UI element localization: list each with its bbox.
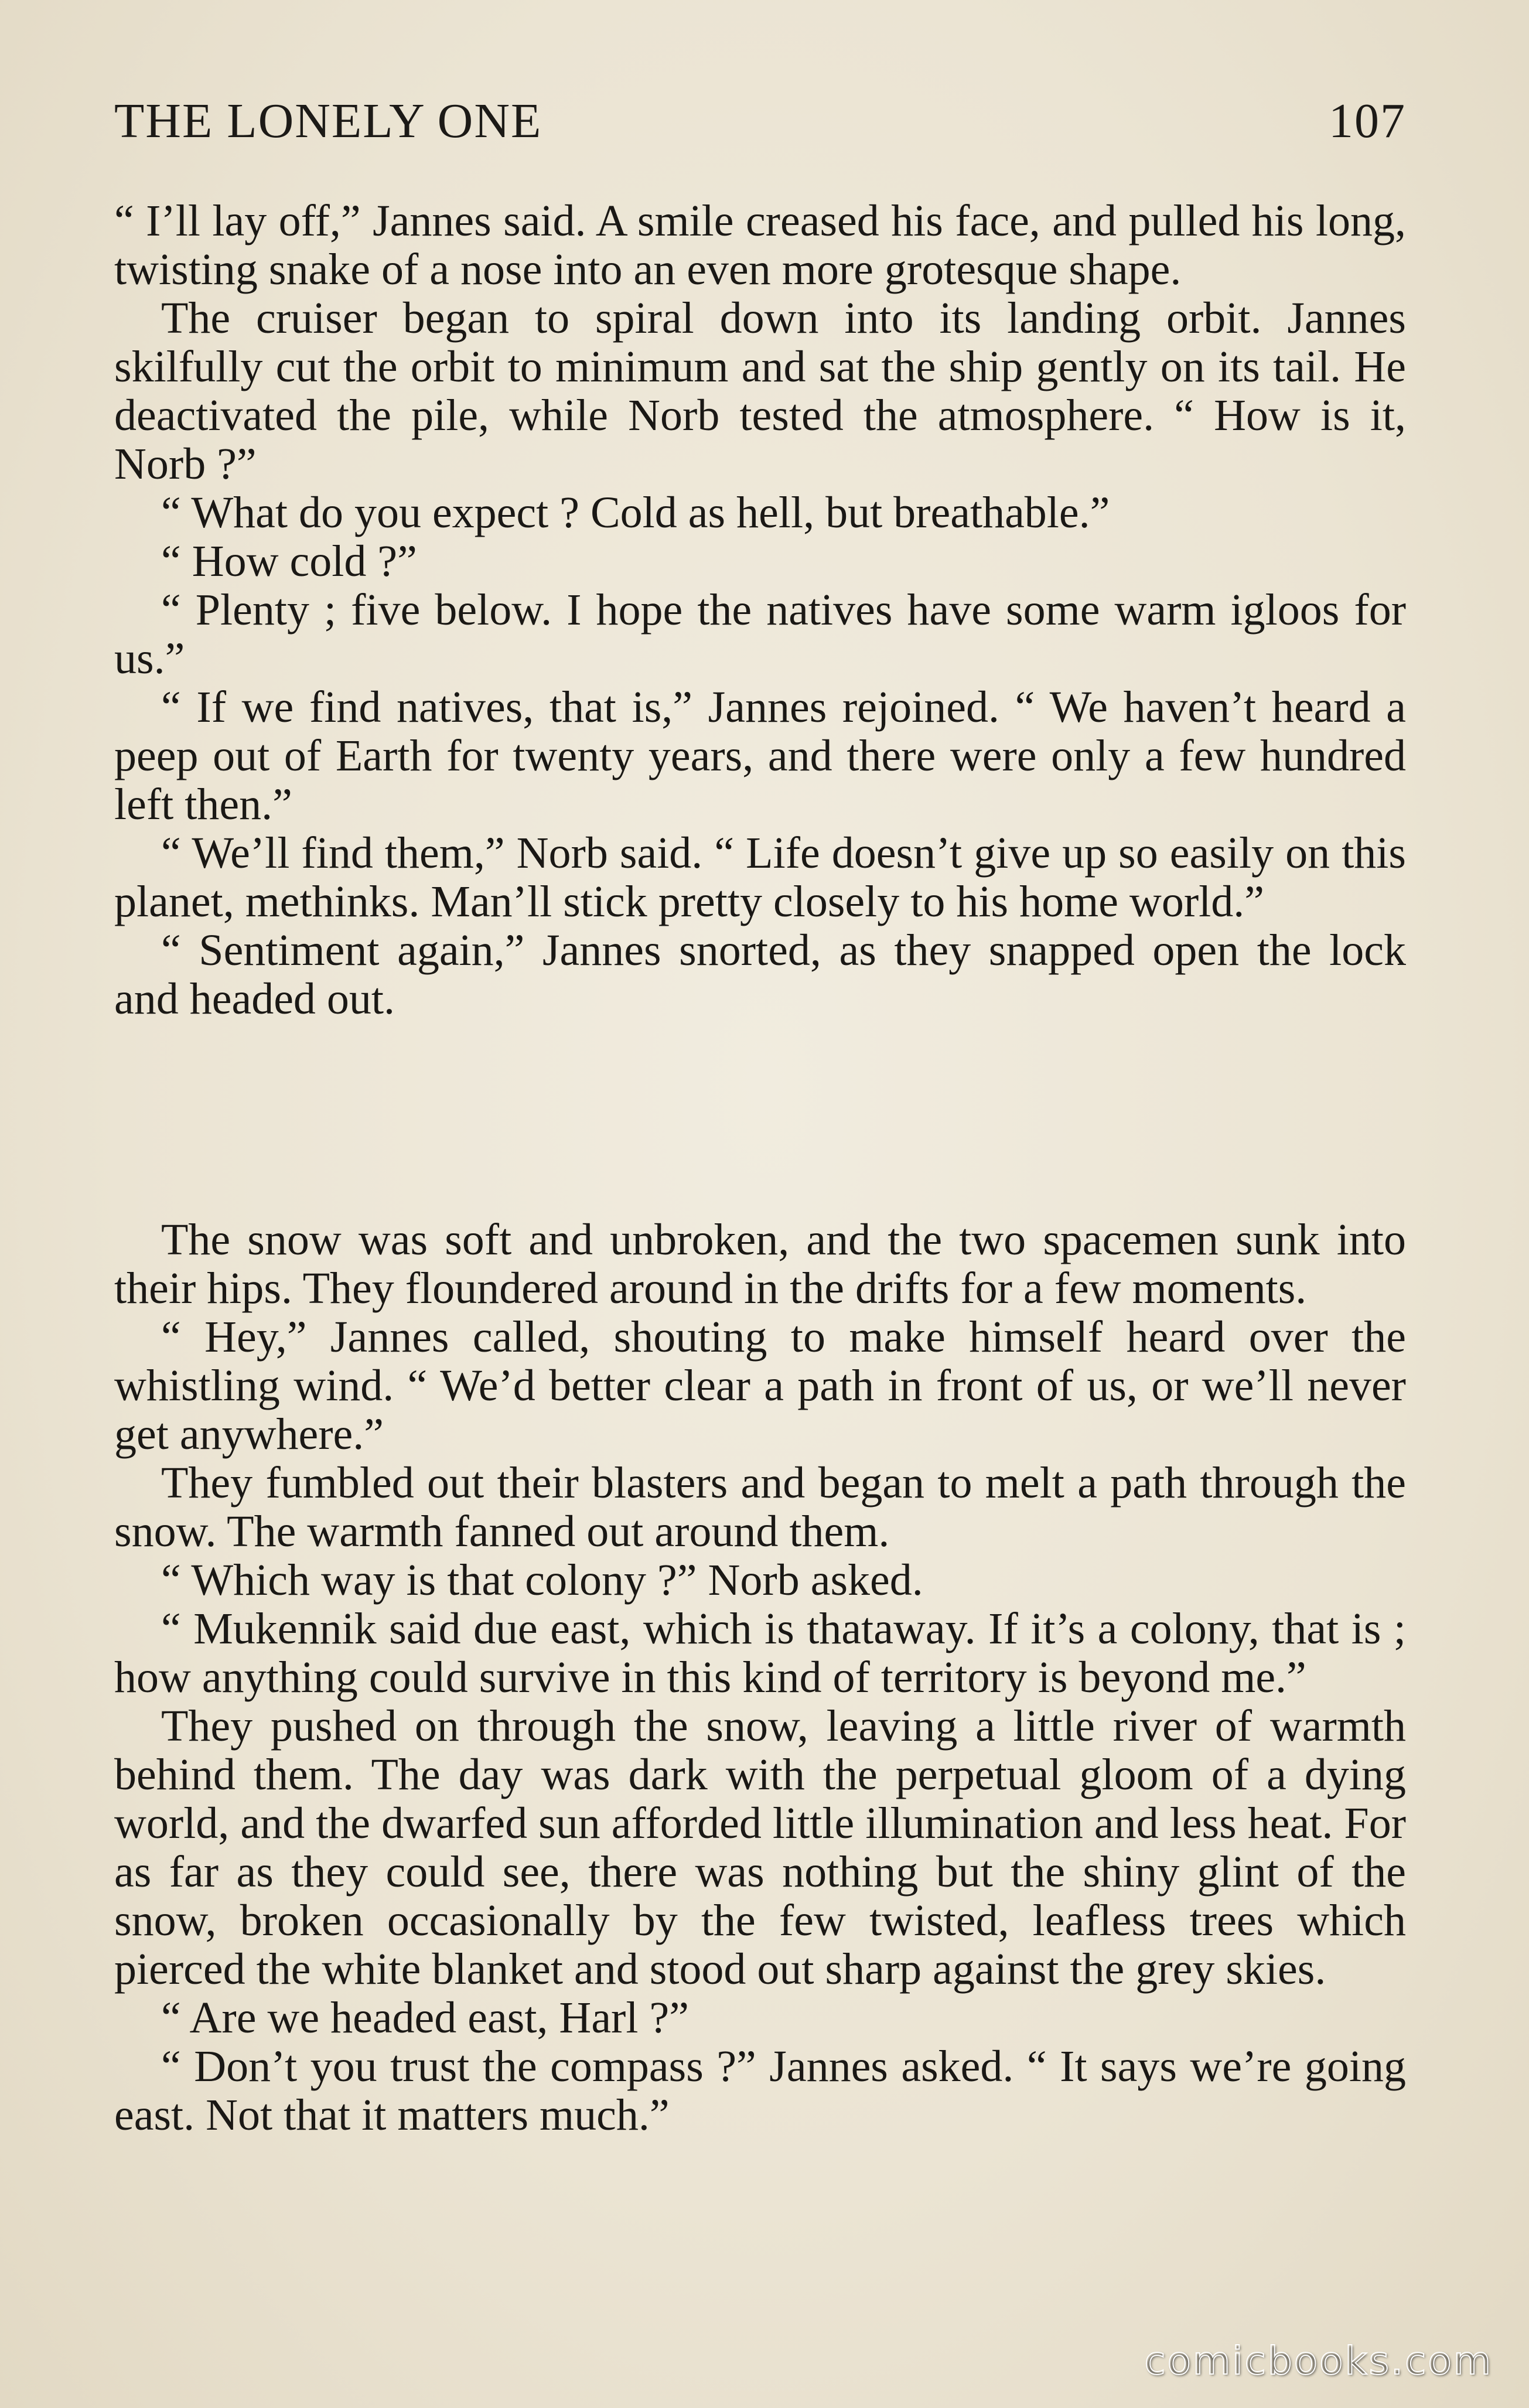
paragraph: “ Mukennik said due east, which is thataway. If it’s a colony, that is ; how anything could survive in this kind of territory is beyond me.” (114, 1604, 1406, 1702)
running-title: THE LONELY ONE (114, 94, 542, 148)
paragraph: They fumbled out their blasters and began to melt a path through the snow. The warmth fanned out around them. (114, 1458, 1406, 1556)
paragraph: “ Which way is that colony ?” Norb asked. (161, 1556, 923, 1605)
paragraph: “ How cold ?” (161, 537, 417, 586)
paragraph: “ Are we headed east, Harl ?” (161, 1993, 689, 2042)
paragraph: The cruiser began to spiral down into its landing orbit. Jannes skilfully cut the orbit to minimum and sat the ship gently on its tail. He deactivated the pile, while Norb tested the atmosphere. “ How is it, Norb ?” (114, 294, 1406, 489)
paragraph: The snow was soft and unbroken, and the two spacemen sunk into their hips. They floundered around in the drifts for a few moments. (114, 1215, 1406, 1313)
paragraph: “ Hey,” Jannes called, shouting to make himself heard over the whistling wind. “ We’d better clear a path in front of us, or we’ll never get anywhere.” (114, 1312, 1406, 1459)
watermark: comicbooks.com (1144, 2338, 1493, 2383)
paragraph: “ I’ll lay off,” Jannes said. A smile creased his face, and pulled his long, twisting snake of a nose into an even more grotesque shape. (114, 196, 1406, 294)
paragraph: “ Sentiment again,” Jannes snorted, as they snapped open the lock and headed out. (114, 926, 1406, 1024)
text-section-two (114, 1216, 1406, 2140)
paragraph: They pushed on through the snow, leaving a little river of warmth behind them. The day was dark with the perpetual gloom of a dying world, and the dwarfed sun afforded little illumination and less heat. For as far as they could see, there was nothing but the shiny glint of the snow, broken occasionally by the few twisted, leafless trees which pierced the white blanket and stood out sharp against the grey skies. (114, 1701, 1406, 1994)
text-section-one (114, 197, 1406, 1024)
paragraph: “ If we find natives, that is,” Jannes rejoined. “ We haven’t heard a peep out of Earth for twenty years, and there were only a few hundred left then.” (114, 683, 1406, 829)
page-header (114, 93, 1406, 157)
paragraph: “ We’ll find them,” Norb said. “ Life doesn’t give up so easily on this planet, methinks. Man’ll stick pretty closely to his home world.” (114, 828, 1406, 926)
page-number: 107 (1329, 94, 1406, 148)
paragraph: “ Plenty ; five below. I hope the natives have some warm igloos for us.” (114, 585, 1406, 683)
paragraph: “ What do you expect ? Cold as hell, but breathable.” (161, 488, 1110, 537)
paragraph: “ Don’t you trust the compass ?” Jannes asked. “ It says we’re going east. Not that it matters much.” (114, 2042, 1406, 2140)
